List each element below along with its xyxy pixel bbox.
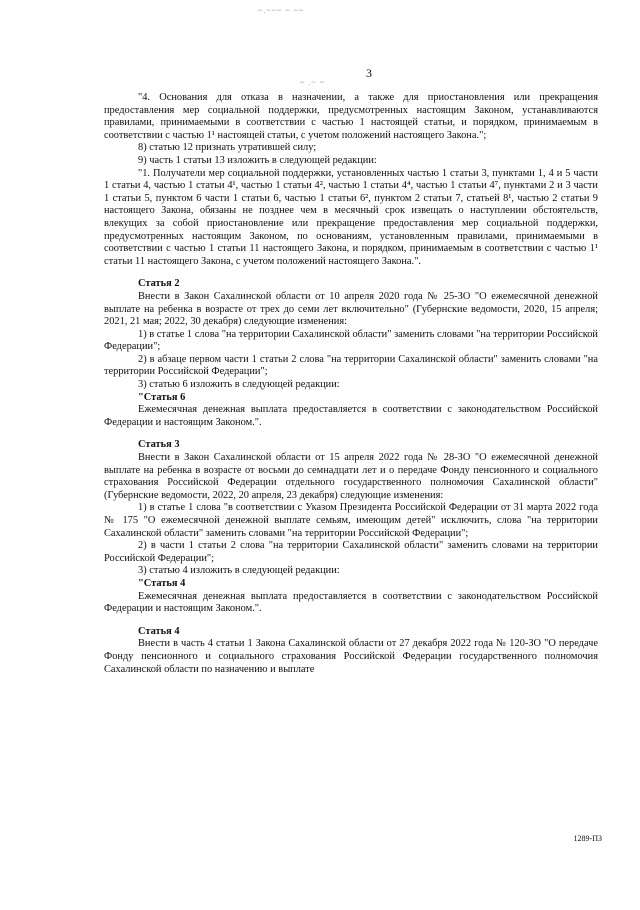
paragraph: Внести в Закон Сахалинской области от 15 апреля 2022 года № 28-ЗО "О ежемесячной денежной выплате на ребенка в возрасте от восьми до семнадцати лет и о передаче Фонду пенсионного и социального страхования Российской Федерации отдельного государственного полномочия Сахалинской области" (Губернские ведомости, 2022, 20 апреля, 23 декабря) следующие изменения: xyxy=(104,452,598,501)
paragraph: 1) в статье 1 слова "на территории Сахалинской области" заменить словами "на территории Российской Федерации"; xyxy=(104,328,598,353)
scan-artifact-mid: ~ .~ ~ xyxy=(300,78,325,87)
paragraph: "4. Основания для отказа в назначении, а также для приостановления или прекращения предоставления мер социальной поддержки, предусмотренных настоящим Законом, устанавливаются правилами, принимаемыми в соответствии с частью 1 настоящей статьи, и порядком, принимаемым в соответствии с частью 1¹ настоящей статьи, с учетом положений настоящего Закона."; xyxy=(104,92,598,141)
article-heading: Статья 3 xyxy=(138,439,180,451)
quoted-article-heading: "Статья 6 xyxy=(138,391,186,403)
article-heading: Статья 4 xyxy=(138,625,180,637)
document-body xyxy=(104,92,598,676)
paragraph: 2) в части 1 статьи 2 слова "на территории Сахалинской области" заменить словами на территории Российской Федерации"; xyxy=(104,540,598,564)
article-heading: Статья 2 xyxy=(138,278,180,290)
quoted-article-heading: "Статья 4 xyxy=(138,577,186,589)
paragraph: "1. Получатели мер социальной поддержки, установленных частью 1 статьи 3, пунктами 1, 4 и 5 части 1 статьи 4, частью 1 статьи 4¹, частью 1 статьи 4², частью 1 статьи 4⁴, частью 1 статьи 4⁷, пунктами 2 и 3 части 1 статьи 5, пунктом 6 части 1 статьи 6, частью 1 статьи 6², пунктом 2 статьи 7, статьей 8¹, частью 2 статьи 9 настоящего Закона, обязаны не позднее чем в месячный срок извещать о наступлении обстоятельств, влекущих за собой приостановление или прекращение предоставления мер социальной поддержки, предусмотренных настоящим Законом, по основаниям, установленным правилами, принимаемыми в соответствии с частью 1 статьи 11 настоящего Закона, и порядком, принимаемым в соответствии с частью 1¹ статьи 11 настоящего Закона, с учетом положений настоящего Закона.". xyxy=(104,167,598,267)
paragraph: 9) часть 1 статьи 13 изложить в следующей редакции: xyxy=(138,154,377,166)
paragraph: Внести в Закон Сахалинской области от 10 апреля 2020 года № 25-ЗО "О ежемесячной денежной выплате на ребенка в возрасте от трех до семи лет включительно" (Губернские ведомости, 2020, 15 апреля; 2021, 21 мая; 2022, 30 декабря) следующие изменения: xyxy=(104,290,598,328)
page-number: 3 xyxy=(366,66,372,80)
paragraph: 8) статью 12 признать утратившей силу; xyxy=(138,142,317,154)
paragraph: Ежемесячная денежная выплата предоставляется в соответствии с законодательством Российской Федерации и настоящим Законом.". xyxy=(104,590,598,615)
paragraph: 3) статью 6 изложить в следующей редакции: xyxy=(138,379,340,391)
footer-code: 1289-ПЗ xyxy=(573,834,602,843)
paragraph: 3) статью 4 изложить в следующей редакции: xyxy=(138,565,340,577)
paragraph: 1) в статье 1 слова "в соответствии с Указом Президента Российской Федерации от 31 марта 2022 года № 175 "О ежемесячной денежной выплате семьям, имеющим детей" исключить, слова "на территории Сахалинской области" заменить словами "на территории Российской Федерации"; xyxy=(104,502,598,539)
paragraph: Ежемесячная денежная выплата предоставляется в соответствии с законодательством Российской Федерации и настоящим Законом.". xyxy=(104,404,598,428)
paragraph: 2) в абзаце первом части 1 статьи 2 слова "на территории Сахалинской области" заменить словами "на территории Российской Федерации"; xyxy=(104,353,598,378)
scan-artifact-top: ~.~~~ ~ ~~ xyxy=(258,6,305,15)
paragraph: Внести в часть 4 статьи 1 Закона Сахалинской области от 27 декабря 2022 года № 120-ЗО "О передаче Фонду пенсионного и социального страхования Российской Федерации государственного полномочия Сахалинской области по назначению и выплате xyxy=(104,638,598,675)
